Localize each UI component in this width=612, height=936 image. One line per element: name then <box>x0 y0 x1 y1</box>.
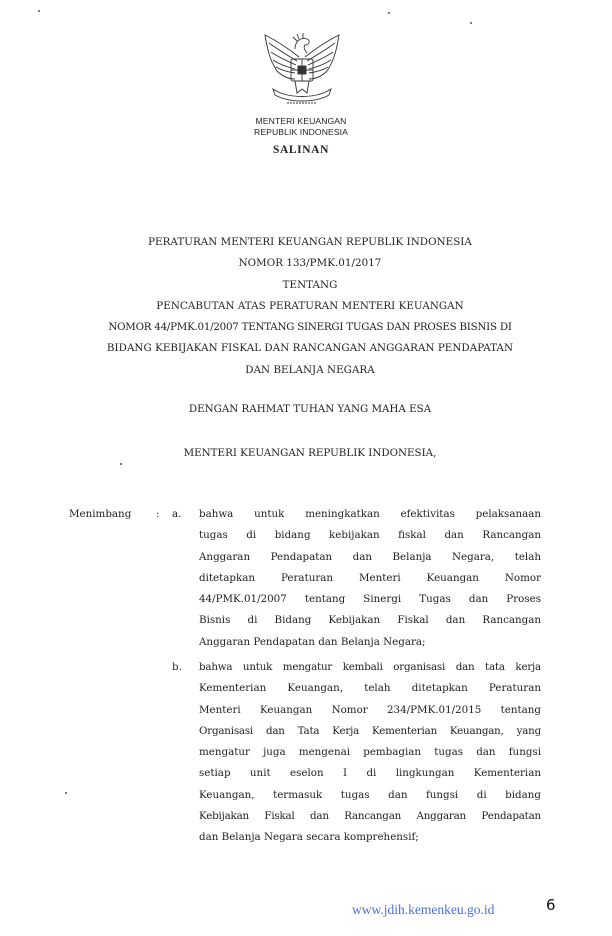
para-line: ditetapkan Peraturan Menteri Keuangan Nomor <box>199 571 541 584</box>
handwritten-page-mark: 6 <box>546 896 556 914</box>
title-line: DAN BELANJA NEGARA <box>245 363 375 376</box>
title-line: BIDANG KEBIJAKAN FISKAL DAN RANCANGAN ANGGARAN PENDAPATAN <box>106 342 514 355</box>
considering-item-a <box>199 504 541 653</box>
considering-colon: : <box>156 508 160 520</box>
issuer: MENTERI KEUANGAN REPUBLIK INDONESIA, <box>183 447 437 459</box>
para-line: Organisasi dan Tata Kerja Kementerian Keuangan, yang <box>199 724 541 737</box>
invocation: DENGAN RAHMAT TUHAN YANG MAHA ESA <box>188 403 432 415</box>
regulation-title <box>60 232 560 381</box>
para-line: tugas di bidang kebijakan fiskal dan Rancangan <box>199 529 541 542</box>
scan-speck <box>120 463 122 465</box>
ministry-line-2: REPUBLIK INDONESIA <box>254 127 348 137</box>
jdih-website-link[interactable]: www.jdih.kemenkeu.go.id <box>352 902 495 917</box>
para-line: Kementerian Keuangan, telah ditetapkan Peraturan <box>199 682 541 695</box>
garuda-emblem-icon <box>259 27 345 109</box>
ministry-line-1: MENTERI KEUANGAN <box>255 116 347 126</box>
scan-speck <box>388 12 390 14</box>
title-line: TENTANG <box>282 278 338 291</box>
scan-speck <box>470 22 472 24</box>
considering-label: Menimbang <box>69 508 132 520</box>
title-line: PERATURAN MENTERI KEUANGAN REPUBLIK INDONESIA <box>148 236 472 248</box>
para-line: Kebijakan Fiskal dan Rancangan Anggaran Pendapatan <box>199 810 541 823</box>
para-line: setiap unit eselon I di lingkungan Kementerian <box>199 767 541 780</box>
para-line: Keuangan, termasuk tugas dan fungsi di bidang <box>199 788 541 801</box>
para-line: Menteri Keuangan Nomor 234/PMK.01/2015 tentang <box>199 703 541 716</box>
para-line: Anggaran Pendapatan dan Belanja Negara; <box>199 635 426 648</box>
title-line: NOMOR 133/PMK.01/2017 <box>238 257 382 270</box>
para-line: dan Belanja Negara secara komprehensif; <box>199 831 419 844</box>
para-line: Anggaran Pendapatan dan Belanja Negara, telah <box>199 550 541 563</box>
scan-speck <box>38 10 40 12</box>
scan-speck <box>65 792 67 794</box>
para-line: 44/PMK.01/2007 tentang Sinergi Tugas dan Proses <box>199 593 541 606</box>
para-line: bahwa untuk mengatur kembali organisasi dan tata kerja <box>199 661 541 673</box>
para-line: Bisnis di Bidang Kebijakan Fiskal dan Rancangan <box>199 614 541 627</box>
title-line: NOMOR 44/PMK.01/2007 TENTANG SINERGI TUGAS DAN PROSES BISNIS DI <box>108 321 512 334</box>
title-line: PENCABUTAN ATAS PERATURAN MENTERI KEUANGAN <box>156 299 464 312</box>
item-marker-b: b. <box>172 661 182 673</box>
para-line: bahwa untuk meningkatkan efektivitas pelaksanaan <box>199 508 541 520</box>
item-marker-a: a. <box>172 508 182 520</box>
copy-label: SALINAN <box>273 144 329 156</box>
para-line: mengatur juga mengenai pembagian tugas dan fungsi <box>199 746 541 759</box>
considering-item-b <box>199 657 541 849</box>
